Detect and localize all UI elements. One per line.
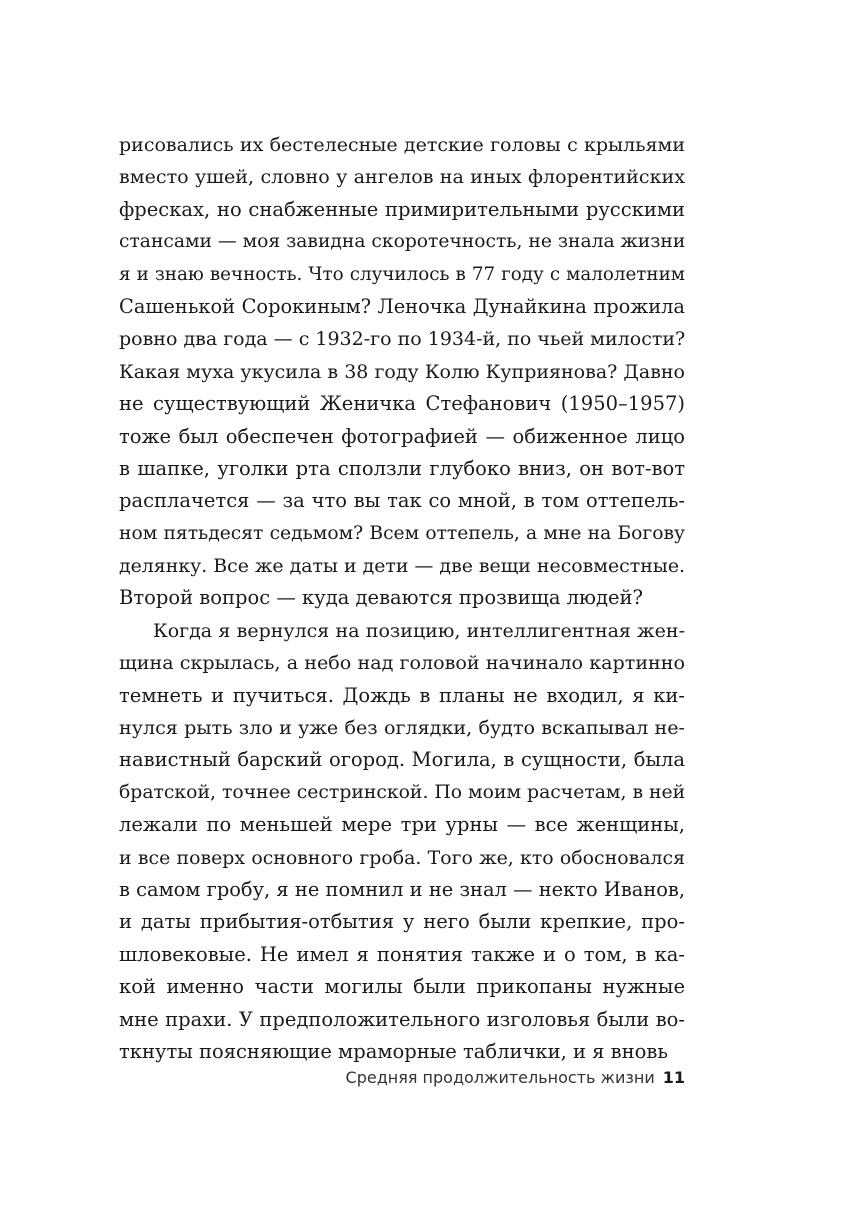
text-line: лежали по меньшей мере три урны — все женщины, [119,813,685,837]
text-line: Второй вопрос — куда деваются прозвища людей? [119,586,644,610]
paragraph [119,615,685,1068]
page-footer [346,1068,685,1087]
text-line: и все поверх основного гроба. Того же, кто обосновался [119,846,685,869]
text-line: ном пятьдесят седьмом? Всем оттепель, а мне на Богову [119,522,685,544]
text-line: темнеть и пучиться. Дождь в планы не входил, я ки- [119,683,685,707]
text-line: фресках, но снабженные примирительными русскими [119,197,685,221]
text-line: щина скрылась, а небо над головой начинало картинно [119,651,685,675]
text-line: шловековые. Не имел я понятия также и о том, в ка- [119,942,685,966]
running-title: Средняя продолжительность жизни [345,1068,655,1087]
text-line: навистный барский огород. Могила, в сущности, была [119,748,685,772]
text-line: кой именно части могилы были прикопаны нужные [119,975,685,999]
text-line: вместо ушей, словно у ангелов на иных флорентийских [119,165,685,189]
text-line: в самом гробу, я не помнил и не знал — некто Иванов, [119,877,685,901]
page-number: 11 [662,1068,685,1087]
text-line: рисовались их бестелесные детские головы с крыльями [119,134,685,156]
text-line: Когда я вернулся на позицию, интеллигентная жен- [153,619,685,642]
text-line: стансами — моя завидна скоротечность, не знала жизни [119,231,685,253]
text-line: Какая муха укусила в 38 году Колю Куприянова? Давно [119,360,685,383]
text-line: делянку. Все же даты и дети — две вещи несовместные. [119,555,685,578]
paragraph [119,129,685,615]
text-line: мне прахи. У предположительного изголовья были во- [119,1007,685,1031]
text-line: братской, точнее сестринской. По моим расчетам, в ней [119,781,685,803]
text-line: не существующий Женичка Стефанович (1950–1957) [119,392,685,416]
text-line: в шапке, уголки рта сползли глубоко вниз, он вот-вот [119,456,685,480]
text-line: тоже был обеспечен фотографией — обиженное лицо [119,424,685,448]
body-text [119,129,685,1068]
text-line: и даты прибытия-отбытия у него были крепкие, про- [119,910,685,934]
text-line: Сашенькой Сорокиным? Леночка Дунайкина прожила [119,294,685,318]
text-line: я и знаю вечность. Что случилось в 77 году с малолетним [119,263,685,285]
text-line: ткнуты поясняющие мраморные таблички, и я вновь [119,1039,668,1063]
text-line: расплачется — за что вы так со мной, в том оттепель- [119,489,685,513]
text-line: ровно два года — с 1932-го по 1934-й, по чьей милости? [119,328,685,351]
text-line: нулся рыть зло и уже без оглядки, будто вскапывал не- [119,716,685,740]
